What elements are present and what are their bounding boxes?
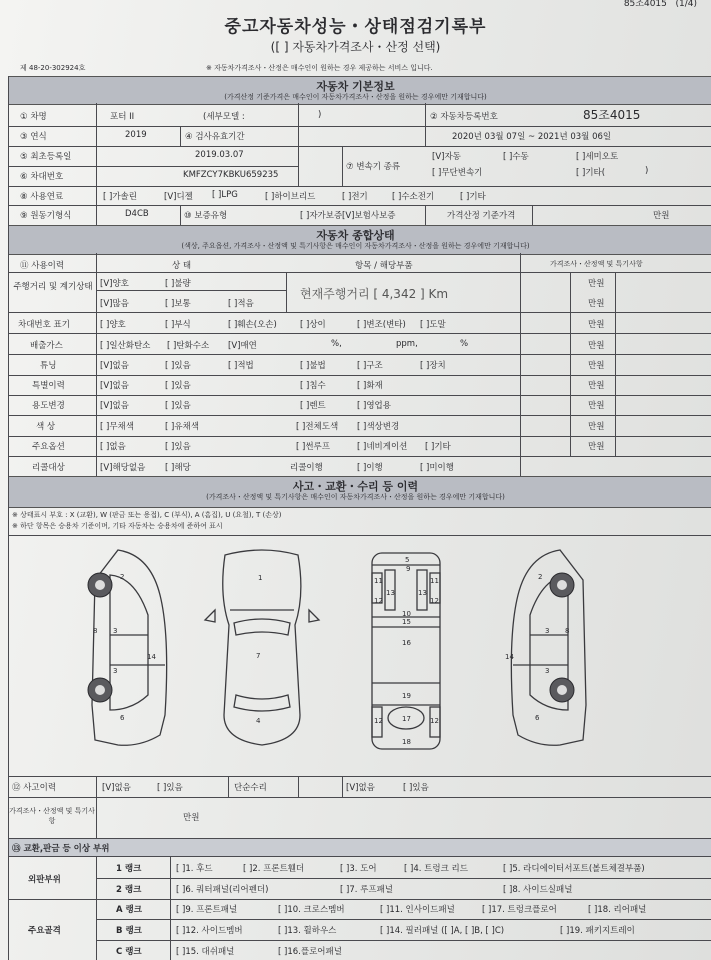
options-opt-navigation: [ ]네비게이션 <box>357 442 408 452</box>
emission-opt-hc: [ ]탄화수소 <box>167 341 210 351</box>
usage-opt-yes: [ ]있음 <box>165 401 191 411</box>
warranty-opt-self: [ ]자가보증 <box>300 211 343 221</box>
part-label-11b: 11 <box>430 577 439 585</box>
odometer-opt-good: [V]양호 <box>100 279 129 289</box>
part-label-2b: 2 <box>538 573 543 581</box>
tuning-opt-illegal: [ ]불법 <box>300 361 326 371</box>
color-opt-fullpaint: [ ]전체도색 <box>296 422 339 432</box>
form-notice: ※ 자동차가격조사・산정은 매수인이 원하는 경우 제공하는 서비스 입니다. <box>206 64 433 72</box>
simple-opt-none: [V]없음 <box>346 783 375 793</box>
part-label-11a: 11 <box>374 577 383 585</box>
part-label-3d: 3 <box>545 667 550 675</box>
part-label-3b: 3 <box>113 667 118 675</box>
accident-legend-2: ※ 하단 항목은 승용차 기준이며, 기타 자동차는 승용차에 준하여 표시 <box>12 522 223 530</box>
accident-opt-none: [V]없음 <box>102 783 131 793</box>
first-reg-value: 2019.03.07 <box>195 150 244 160</box>
form-subtitle: ([ ] 자동차가격조사・산정 선택) <box>270 40 441 54</box>
fuel-label: ⑧ 사용연료 <box>20 192 64 202</box>
usage-opt-rent: [ ]렌트 <box>300 401 326 411</box>
vin-mark-opt-altered: [ ]변조(변타) <box>357 320 406 330</box>
basic-info-title: 자동차 기본정보 <box>316 80 395 93</box>
mileage-unit: 만원 <box>588 299 605 309</box>
part-label-1: 1 <box>258 574 263 582</box>
vin-mark-opt-rust: [ ]부식 <box>165 320 191 330</box>
part-label-3c: 3 <box>545 627 550 635</box>
row-options-label: 주요옵션 <box>32 442 65 452</box>
fuel-opt-lpg: [ ]LPG <box>212 190 238 200</box>
parts-title: ⑬ 교환,판금 등 이상 부위 <box>12 844 110 854</box>
accident-price-unit: 만원 <box>183 813 200 823</box>
emission-opt-co: [ ]일산화탄소 <box>100 341 151 351</box>
tuning-opt-device: [ ]장치 <box>420 361 446 371</box>
part-front-panel[interactable]: [ ]9. 프론트패널 <box>176 905 238 915</box>
part-label-14a: 14 <box>147 653 156 661</box>
usage-opt-business: [ ]영업용 <box>357 401 391 411</box>
usage-opt-none: [V]없음 <box>100 401 129 411</box>
part-trunk-lid[interactable]: [ ]4. 트렁크 리드 <box>404 864 468 874</box>
current-mileage: 현재주행거리 [ 4,342 ] Km <box>300 287 449 301</box>
vin-mark-opt-painted: [ ]도말 <box>420 320 446 330</box>
frame-label: 주요골격 <box>28 926 61 936</box>
price-base-unit: 만원 <box>653 211 670 221</box>
part-roof-panel[interactable]: [ ]7. 루프패널 <box>340 885 393 895</box>
options-opt-yes: [ ]있음 <box>165 442 191 452</box>
tuning-opt-legal: [ ]적법 <box>228 361 254 371</box>
status-note: (색상, 주요옵션, 가격조사・산정액 및 특기사항은 매수인이 자동차가격조사・산정을 원하는 경우에만 기재합니다) <box>181 242 530 250</box>
part-side-member[interactable]: [ ]12. 사이드멤버 <box>176 926 243 936</box>
rank1-label: 1 랭크 <box>116 864 142 874</box>
detail-model-label: (세부모델 : <box>203 112 245 122</box>
col-state-label: 상 태 <box>172 261 192 271</box>
inspect-label: ④ 검사유효기간 <box>185 132 245 142</box>
special-unit: 만원 <box>588 381 605 391</box>
trans-label: ⑦ 변속기 종류 <box>346 162 401 172</box>
special-opt-yes: [ ]있음 <box>165 381 191 391</box>
status-title: 자동차 종합상태 <box>316 229 395 242</box>
trans-opt-other: [ ]기타( <box>576 168 606 178</box>
part-label-8a: 8 <box>93 627 98 635</box>
emission-price-unit: 만원 <box>588 341 605 351</box>
car-name-value: 포터 II <box>110 112 135 122</box>
part-label-18: 18 <box>402 738 411 746</box>
row-tuning-label: 튜닝 <box>40 361 57 371</box>
tuning-opt-yes: [ ]있음 <box>165 361 191 371</box>
special-opt-none: [V]없음 <box>100 381 129 391</box>
emission-unit-pct2: % <box>460 339 469 349</box>
car-diagram <box>0 535 711 775</box>
engine-label: ⑨ 원동기형식 <box>20 211 72 221</box>
part-label-12c: 12 <box>374 717 383 725</box>
part-trunk-floor[interactable]: [ ]17. 트렁크플로어 <box>482 905 557 915</box>
col-price-label: 가격조사・산정액 및 특기사항 <box>550 260 643 268</box>
row-special-label: 특별이력 <box>32 381 65 391</box>
part-radiator-support[interactable]: [ ]5. 라디에이터서포트(볼트체결부품) <box>503 864 645 874</box>
row-usage-change-label: 용도변경 <box>32 401 65 411</box>
trans-opt-auto: [V]자동 <box>432 152 461 162</box>
year-label: ③ 연식 <box>20 132 47 142</box>
part-floor-panel[interactable]: [ ]16.플로어패널 <box>278 947 342 957</box>
mileage-opt-normal: [ ]보통 <box>165 299 191 309</box>
row-recall-label: 리콜대상 <box>32 463 65 473</box>
color-opt-chromatic: [ ]유채색 <box>165 422 199 432</box>
rankA-label: A 랭크 <box>116 905 142 915</box>
recall-opt-na: [V]해당없음 <box>100 463 146 473</box>
row-vin-mark-label: 차대번호 표기 <box>18 320 70 330</box>
fuel-opt-gasoline: [ ]가솔린 <box>103 192 137 202</box>
accident-legend: ※ 상태표시 부호 : X (교환), W (판금 또는 용접), C (부식), A (흠집), U (요철), T (손상) <box>12 511 282 519</box>
recall-opt-applicable: [ ]해당 <box>165 463 191 473</box>
usage-unit: 만원 <box>588 401 605 411</box>
part-dash-panel[interactable]: [ ]15. 대쉬패널 <box>176 947 235 957</box>
part-package-tray[interactable]: [ ]19. 패키지트레이 <box>560 926 635 936</box>
vin-mark-opt-different: [ ]상이 <box>300 320 326 330</box>
part-inside-panel[interactable]: [ ]11. 인사이드패널 <box>380 905 455 915</box>
vin-mark-opt-good: [ ]양호 <box>100 320 126 330</box>
part-pillar-panel[interactable]: [ ]14. 필러패널 ([ ]A, [ ]B, [ ]C) <box>380 926 505 936</box>
vin-mark-opt-damaged: [ ]훼손(오손) <box>228 320 277 330</box>
fuel-opt-hybrid: [ ]하이브리드 <box>265 192 316 202</box>
simple-opt-yes: [ ]있음 <box>403 783 429 793</box>
col-usage-label: ⑪ 사용이력 <box>20 261 65 271</box>
emission-unit-pct1: %, <box>331 339 342 349</box>
options-opt-none: [ ]없음 <box>100 442 126 452</box>
col-item-label: 항목 / 해당부품 <box>355 261 413 271</box>
form-number: 제 48-20-302924호 <box>20 64 86 72</box>
odometer-unit: 만원 <box>588 279 605 289</box>
year-value: 2019 <box>125 130 147 140</box>
special-opt-fire: [ ]화재 <box>357 381 383 391</box>
tuning-opt-none: [V]없음 <box>100 361 129 371</box>
vin-mark-unit: 만원 <box>588 320 605 330</box>
trans-opt-other-close: ) <box>645 166 649 176</box>
part-front-fender[interactable]: [ ]2. 프론트휀더 <box>243 864 305 874</box>
recall-opt-notdone: [ ]미이행 <box>420 463 454 473</box>
part-cross-member[interactable]: [ ]10. 크로스멤버 <box>278 905 345 915</box>
warranty-opt-insurer: [V]보험사보증 <box>342 211 396 221</box>
part-label-13b: 13 <box>418 589 427 597</box>
color-unit: 만원 <box>588 422 605 432</box>
part-label-14b: 14 <box>505 653 514 661</box>
part-label-5: 5 <box>405 556 410 564</box>
corner-id: 85조4015 (1/4) <box>623 0 697 9</box>
part-label-12d: 12 <box>430 717 439 725</box>
inspect-value: 2020년 03월 07일 ~ 2021년 03월 06일 <box>452 132 612 142</box>
part-label-16: 16 <box>402 639 411 647</box>
part-label-17: 17 <box>402 715 411 723</box>
special-opt-flood: [ ]침수 <box>300 381 326 391</box>
mileage-opt-many: [V]많음 <box>100 299 129 309</box>
part-label-12b: 12 <box>430 597 439 605</box>
row-emission-label: 배출가스 <box>30 341 63 351</box>
color-opt-achromatic: [ ]무채색 <box>100 422 134 432</box>
part-label-10: 10 <box>402 610 411 618</box>
fuel-opt-diesel: [V]디젤 <box>164 192 193 202</box>
fuel-opt-electric: [ ]전기 <box>342 192 368 202</box>
price-base-label: 가격산정 기준가격 <box>447 211 516 221</box>
part-label-13a: 13 <box>386 589 395 597</box>
form-title: 중고자동차성능・상태점검기록부 <box>224 17 487 37</box>
recall-opt-done: [ ]이행 <box>357 463 383 473</box>
part-quarter-panel[interactable]: [ ]6. 쿼터패널(리어펜더) <box>176 885 269 895</box>
vin-label: ⑥ 차대번호 <box>20 172 64 182</box>
part-label-9: 9 <box>406 565 411 573</box>
outer-panel-label: 외판부위 <box>28 875 61 885</box>
car-name-label: ① 차명 <box>20 112 47 122</box>
simple-repair-label: 단순수리 <box>234 783 267 793</box>
reg-number-value: 85조4015 <box>583 108 641 122</box>
trans-opt-manual: [ ]수동 <box>503 152 529 162</box>
tuning-opt-structure: [ ]구조 <box>357 361 383 371</box>
rankB-label: B 랭크 <box>116 926 142 936</box>
part-label-6b: 6 <box>535 714 540 722</box>
row-odometer-label: 주행거리 및 계기상태 <box>13 282 93 292</box>
color-opt-change: [ ]색상변경 <box>357 422 400 432</box>
recall-done-label: 리콜이행 <box>290 463 323 473</box>
options-opt-sunroof: [ ]썬루프 <box>296 442 330 452</box>
part-label-2a: 2 <box>120 573 125 581</box>
vin-value: KMFZCY7KBKU659235 <box>183 170 279 180</box>
part-hood[interactable]: [ ]1. 후드 <box>176 864 213 874</box>
parts-header-band <box>8 839 711 856</box>
row-color-label: 색 상 <box>36 422 56 432</box>
basic-info-note: (가격산정 기준가격은 매수인이 자동차가격조사・산정을 원하는 경우에만 기재합니다) <box>224 93 487 101</box>
options-opt-other: [ ]기타 <box>425 442 451 452</box>
accident-title: 사고・교환・수리 등 이력 <box>292 480 419 493</box>
rank2-label: 2 랭크 <box>116 885 142 895</box>
part-label-6a: 6 <box>120 714 125 722</box>
part-side-sill[interactable]: [ ]8. 사이드실패널 <box>503 885 573 895</box>
odometer-opt-bad: [ ]불량 <box>165 279 191 289</box>
mileage-opt-few: [ ]적음 <box>228 299 254 309</box>
warranty-label: ⑩ 보증유형 <box>184 211 228 221</box>
accident-history-label: ⑫ 사고이력 <box>12 783 57 793</box>
detail-model-close: ) <box>318 110 322 120</box>
part-label-15: 15 <box>402 618 411 626</box>
part-door[interactable]: [ ]3. 도어 <box>340 864 377 874</box>
options-unit: 만원 <box>588 442 605 452</box>
rankC-label: C 랭크 <box>116 947 142 957</box>
fuel-opt-other: [ ]기타 <box>460 192 486 202</box>
part-rear-panel[interactable]: [ ]18. 리어패널 <box>588 905 647 915</box>
part-label-8b: 8 <box>565 627 570 635</box>
reg-number-label: ② 자동차등록번호 <box>430 112 498 122</box>
engine-value: D4CB <box>125 209 149 219</box>
part-label-3a: 3 <box>113 627 118 635</box>
accident-opt-yes: [ ]있음 <box>157 783 183 793</box>
part-wheel-house[interactable]: [ ]13. 휠하우스 <box>278 926 337 936</box>
trans-opt-semi: [ ]세미오토 <box>576 152 619 162</box>
emission-unit-ppm: ppm, <box>396 339 418 349</box>
part-label-4: 4 <box>256 717 261 725</box>
part-label-7: 7 <box>256 652 261 660</box>
emission-opt-smoke: [V]매연 <box>228 341 257 351</box>
accident-price-label: 가격조사・산정액 및 특기사항 <box>9 807 95 825</box>
trans-opt-cvt: [ ]무단변속기 <box>432 168 483 178</box>
tuning-unit: 만원 <box>588 361 605 371</box>
part-label-19: 19 <box>402 692 411 700</box>
accident-note: (가격조사・산정액 및 특기사항은 매수인이 자동차가격조사・산정을 원하는 경우에만 기재합니다) <box>206 493 505 501</box>
first-reg-label: ⑤ 최초등록일 <box>20 152 72 162</box>
part-label-12a: 12 <box>374 597 383 605</box>
fuel-opt-hydrogen: [ ]수소전기 <box>392 192 435 202</box>
